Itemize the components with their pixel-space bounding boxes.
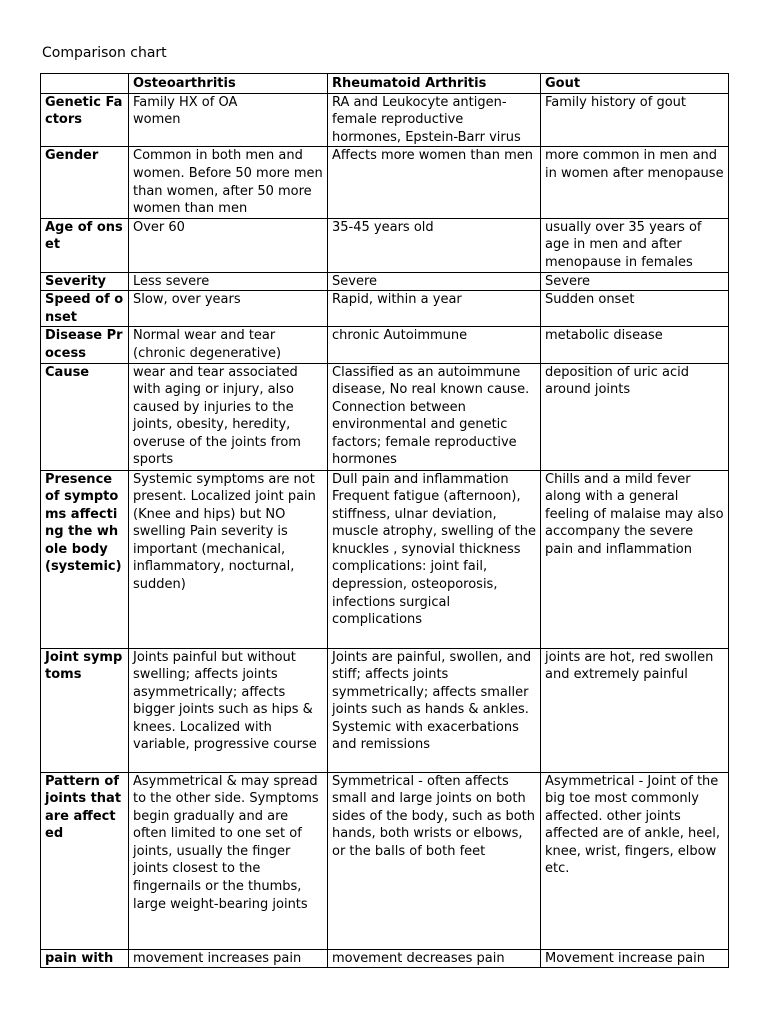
cell-gout: Chills and a mild fever along with a general feeling of malaise may also accompany the severe pain and inflammation — [541, 470, 729, 648]
cell-gout: deposition of uric acid around joints — [541, 363, 729, 470]
cell-rheumatoid-arthritis: Classified as an autoimmune disease, No real known cause. Connection between environmental and genetic factors; female reproductive hormones — [328, 363, 541, 470]
row-header: Gender — [41, 147, 129, 218]
cell-osteoarthritis: Common in both men and women. Before 50 more men than women, after 50 more women than men — [129, 147, 328, 218]
cell-rheumatoid-arthritis: RA and Leukocyte antigen-female reproductive hormones, Epstein-Barr virus — [328, 93, 541, 147]
cell-osteoarthritis: Slow, over years — [129, 291, 328, 327]
column-header-gout: Gout — [541, 74, 729, 94]
cell-gout: more common in men and in women after menopause — [541, 147, 729, 218]
cell-osteoarthritis: Joints painful but without swelling; affects joints asymmetrically; affects bigger joints such as hips & knees. Localized with variable, progressive course — [129, 648, 328, 772]
cell-rheumatoid-arthritis: Dull pain and inflammation Frequent fatigue (afternoon), stiffness, ulnar deviation, muscle atrophy, swelling of the knuckles , synovial thickness complications: joint fail, depression, osteoporosis, infections surgical complications — [328, 470, 541, 648]
cell-rheumatoid-arthritis: chronic Autoimmune — [328, 327, 541, 363]
table-row — [41, 327, 729, 363]
cell-gout: Family history of gout — [541, 93, 729, 147]
row-header: Cause — [41, 363, 129, 470]
comparison-table — [40, 73, 729, 968]
cell-rheumatoid-arthritis: Symmetrical - often affects small and large joints on both sides of the body, such as both hands, both wrists or elbows, or the balls of both feet — [328, 772, 541, 949]
table-header-row — [41, 74, 729, 94]
cell-gout: Movement increase pain — [541, 949, 729, 968]
table-row — [41, 648, 729, 772]
cell-osteoarthritis: Normal wear and tear (chronic degenerative) — [129, 327, 328, 363]
row-header: Disease Process — [41, 327, 129, 363]
row-header: pain with — [41, 949, 129, 968]
cell-gout: usually over 35 years of age in men and after menopause in females — [541, 218, 729, 272]
cell-osteoarthritis: Over 60 — [129, 218, 328, 272]
table-row — [41, 949, 729, 968]
table-row — [41, 772, 729, 949]
row-header: Severity — [41, 272, 129, 291]
cell-rheumatoid-arthritis: Joints are painful, swollen, and stiff; affects joints symmetrically; affects smaller joints such as hands & ankles. Systemic with exacerbations and remissions — [328, 648, 541, 772]
cell-gout: joints are hot, red swollen and extremely painful — [541, 648, 729, 772]
cell-osteoarthritis: Systemic symptoms are not present. Localized joint pain (Knee and hips) but NO swelling Pain severity is important (mechanical, inflammatory, nocturnal, sudden) — [129, 470, 328, 648]
table-row — [41, 93, 729, 147]
cell-rheumatoid-arthritis: Rapid, within a year — [328, 291, 541, 327]
cell-osteoarthritis: Less severe — [129, 272, 328, 291]
cell-rheumatoid-arthritis: 35-45 years old — [328, 218, 541, 272]
table-row — [41, 147, 729, 218]
table-row — [41, 291, 729, 327]
table-row — [41, 363, 729, 470]
cell-gout: Severe — [541, 272, 729, 291]
cell-gout: metabolic disease — [541, 327, 729, 363]
cell-osteoarthritis: Asymmetrical & may spread to the other side. Symptoms begin gradually and are often limited to one set of joints, usually the finger joints closest to the fingernails or the thumbs, large weight-bearing joints — [129, 772, 328, 949]
row-header: Speed of onset — [41, 291, 129, 327]
cell-rheumatoid-arthritis: Affects more women than men — [328, 147, 541, 218]
column-header-factor — [41, 74, 129, 94]
cell-osteoarthritis: Family HX of OA women — [129, 93, 328, 147]
cell-rheumatoid-arthritis: Severe — [328, 272, 541, 291]
cell-osteoarthritis: movement increases pain — [129, 949, 328, 968]
row-header: Joint symptoms — [41, 648, 129, 772]
cell-osteoarthritis: wear and tear associated with aging or injury, also caused by injuries to the joints, obesity, heredity, overuse of the joints from sports — [129, 363, 328, 470]
cell-gout: Sudden onset — [541, 291, 729, 327]
column-header-osteoarthritis: Osteoarthritis — [129, 74, 328, 94]
cell-rheumatoid-arthritis: movement decreases pain — [328, 949, 541, 968]
document-title: Comparison chart — [42, 45, 167, 61]
row-header: Genetic Factors — [41, 93, 129, 147]
table-row — [41, 470, 729, 648]
column-header-rheumatoid-arthritis: Rheumatoid Arthritis — [328, 74, 541, 94]
row-header: Age of onset — [41, 218, 129, 272]
table-row — [41, 272, 729, 291]
row-header: Pattern of joints that are affected — [41, 772, 129, 949]
cell-gout: Asymmetrical - Joint of the big toe most commonly affected. other joints affected are of ankle, heel, knee, wrist, fingers, elbow etc. — [541, 772, 729, 949]
row-header: Presence of symptoms affecting the whole body (systemic) — [41, 470, 129, 648]
table-row — [41, 218, 729, 272]
